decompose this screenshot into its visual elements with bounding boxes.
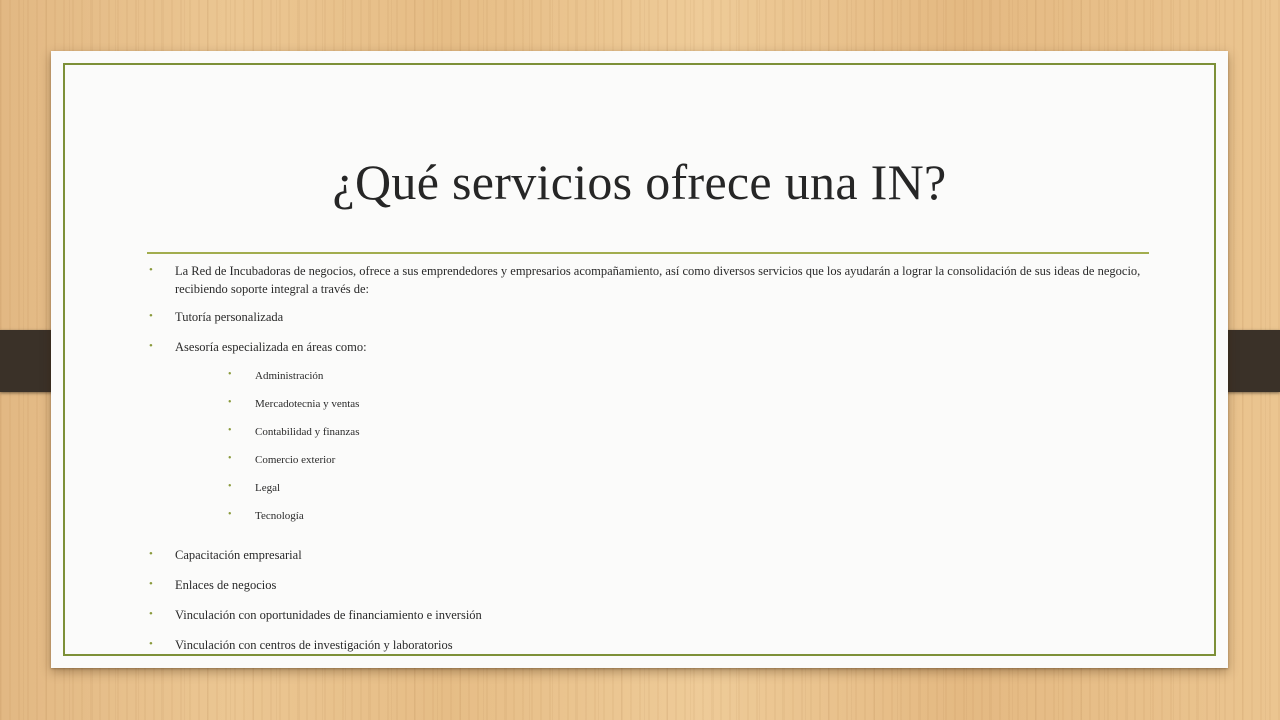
slide-paper xyxy=(51,51,1228,668)
sub-bullet-item: • Contabilidad y finanzas xyxy=(225,424,1155,440)
bullet-item: • Tutoría personalizada xyxy=(145,308,1155,326)
sub-bullet-list xyxy=(225,368,1155,524)
bullet-list xyxy=(145,262,1155,656)
slide-title: ¿Qué servicios ofrece una IN? xyxy=(332,154,947,210)
sub-bullet-item: • Administración xyxy=(225,368,1155,384)
sub-bullet-item: • Legal xyxy=(225,480,1155,496)
bullet-item: • Vinculación con oportunidades de financiamiento e inversión xyxy=(145,606,1155,624)
sub-bullet-item: • Comercio exterior xyxy=(225,452,1155,468)
bullet-item: • La Red de Incubadoras de negocios, ofrece a sus emprendedores y empresarios acompañamiento, así como diversos servicios que los ayudarán a lograr la consolidación de sus ideas de negocio, recibiendo soporte integral a través de: xyxy=(145,262,1155,298)
bullet-item: • Enlaces de negocios xyxy=(145,576,1155,594)
slide-frame xyxy=(63,63,1216,656)
title-underline xyxy=(147,252,1149,254)
bullet-item-with-sublist xyxy=(145,338,1155,524)
bullet-item-label: Asesoría especializada en áreas como: xyxy=(175,340,367,354)
sub-bullet-item: • Tecnología xyxy=(225,508,1155,524)
sub-bullet-item: • Mercadotecnia y ventas xyxy=(225,396,1155,412)
bullet-item: • Capacitación empresarial xyxy=(145,546,1155,564)
bullet-item: • Vinculación con centros de investigación y laboratorios xyxy=(145,636,1155,654)
